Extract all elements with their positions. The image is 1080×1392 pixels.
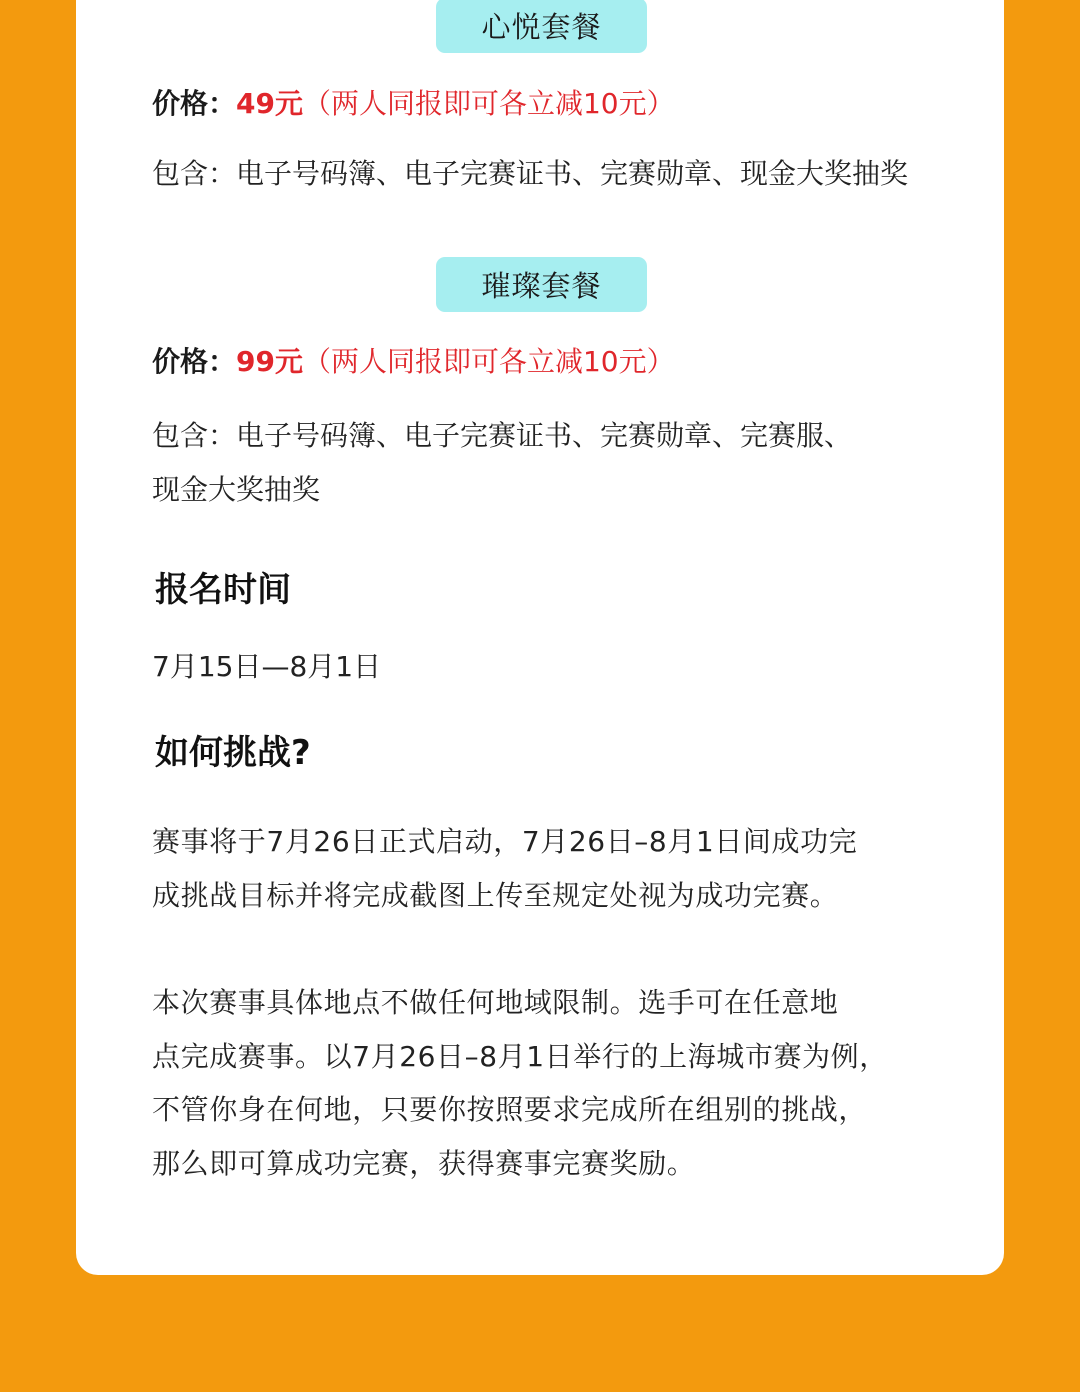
- package-includes-cuican-line1: 包含：电子号码簿、电子完赛证书、完赛勋章、完赛服、: [152, 419, 853, 452]
- price-value: 49元: [236, 87, 303, 120]
- package-includes-cuican-line2: 现金大奖抽奖: [152, 473, 321, 506]
- registration-period: 7月15日—8月1日: [152, 650, 382, 683]
- paragraph-line: 那么即可算成功完赛，获得赛事完赛奖励。: [152, 1146, 696, 1180]
- challenge-heading: 如何挑战?: [155, 733, 311, 773]
- package-price-xinyue: [152, 86, 675, 122]
- price-label: 价格：: [152, 345, 237, 378]
- price-label: 价格：: [152, 87, 237, 120]
- package-title-cuican: 璀璨套餐: [436, 257, 647, 312]
- paragraph-line: 成挑战目标并将完成截图上传至规定处视为成功完赛。: [152, 878, 839, 912]
- paragraph-line: 赛事将于7月26日正式启动，7月26日–8月1日间成功完: [152, 825, 858, 858]
- price-value: 99元: [236, 345, 303, 378]
- package-price-cuican: [152, 344, 675, 380]
- paragraph-line: 不管你身在何地，只要你按照要求完成所在组别的挑战，: [152, 1093, 868, 1126]
- price-note: （两人同报即可各立减10元）: [302, 87, 675, 120]
- challenge-paragraph-1: [152, 815, 972, 922]
- package-title-xinyue: 心悦套餐: [436, 0, 647, 53]
- package-includes-xinyue: 包含：电子号码簿、电子完赛证书、完赛勋章、现金大奖抽奖: [152, 157, 909, 190]
- paragraph-line: 本次赛事具体地点不做任何地域限制。选手可在任意地: [152, 986, 839, 1019]
- challenge-paragraph-2: [152, 976, 972, 1190]
- registration-heading: 报名时间: [155, 570, 291, 610]
- paragraph-line: 点完成赛事。以7月26日–8月1日举行的上海城市赛为例，: [152, 1039, 888, 1073]
- price-note: （两人同报即可各立减10元）: [302, 345, 675, 378]
